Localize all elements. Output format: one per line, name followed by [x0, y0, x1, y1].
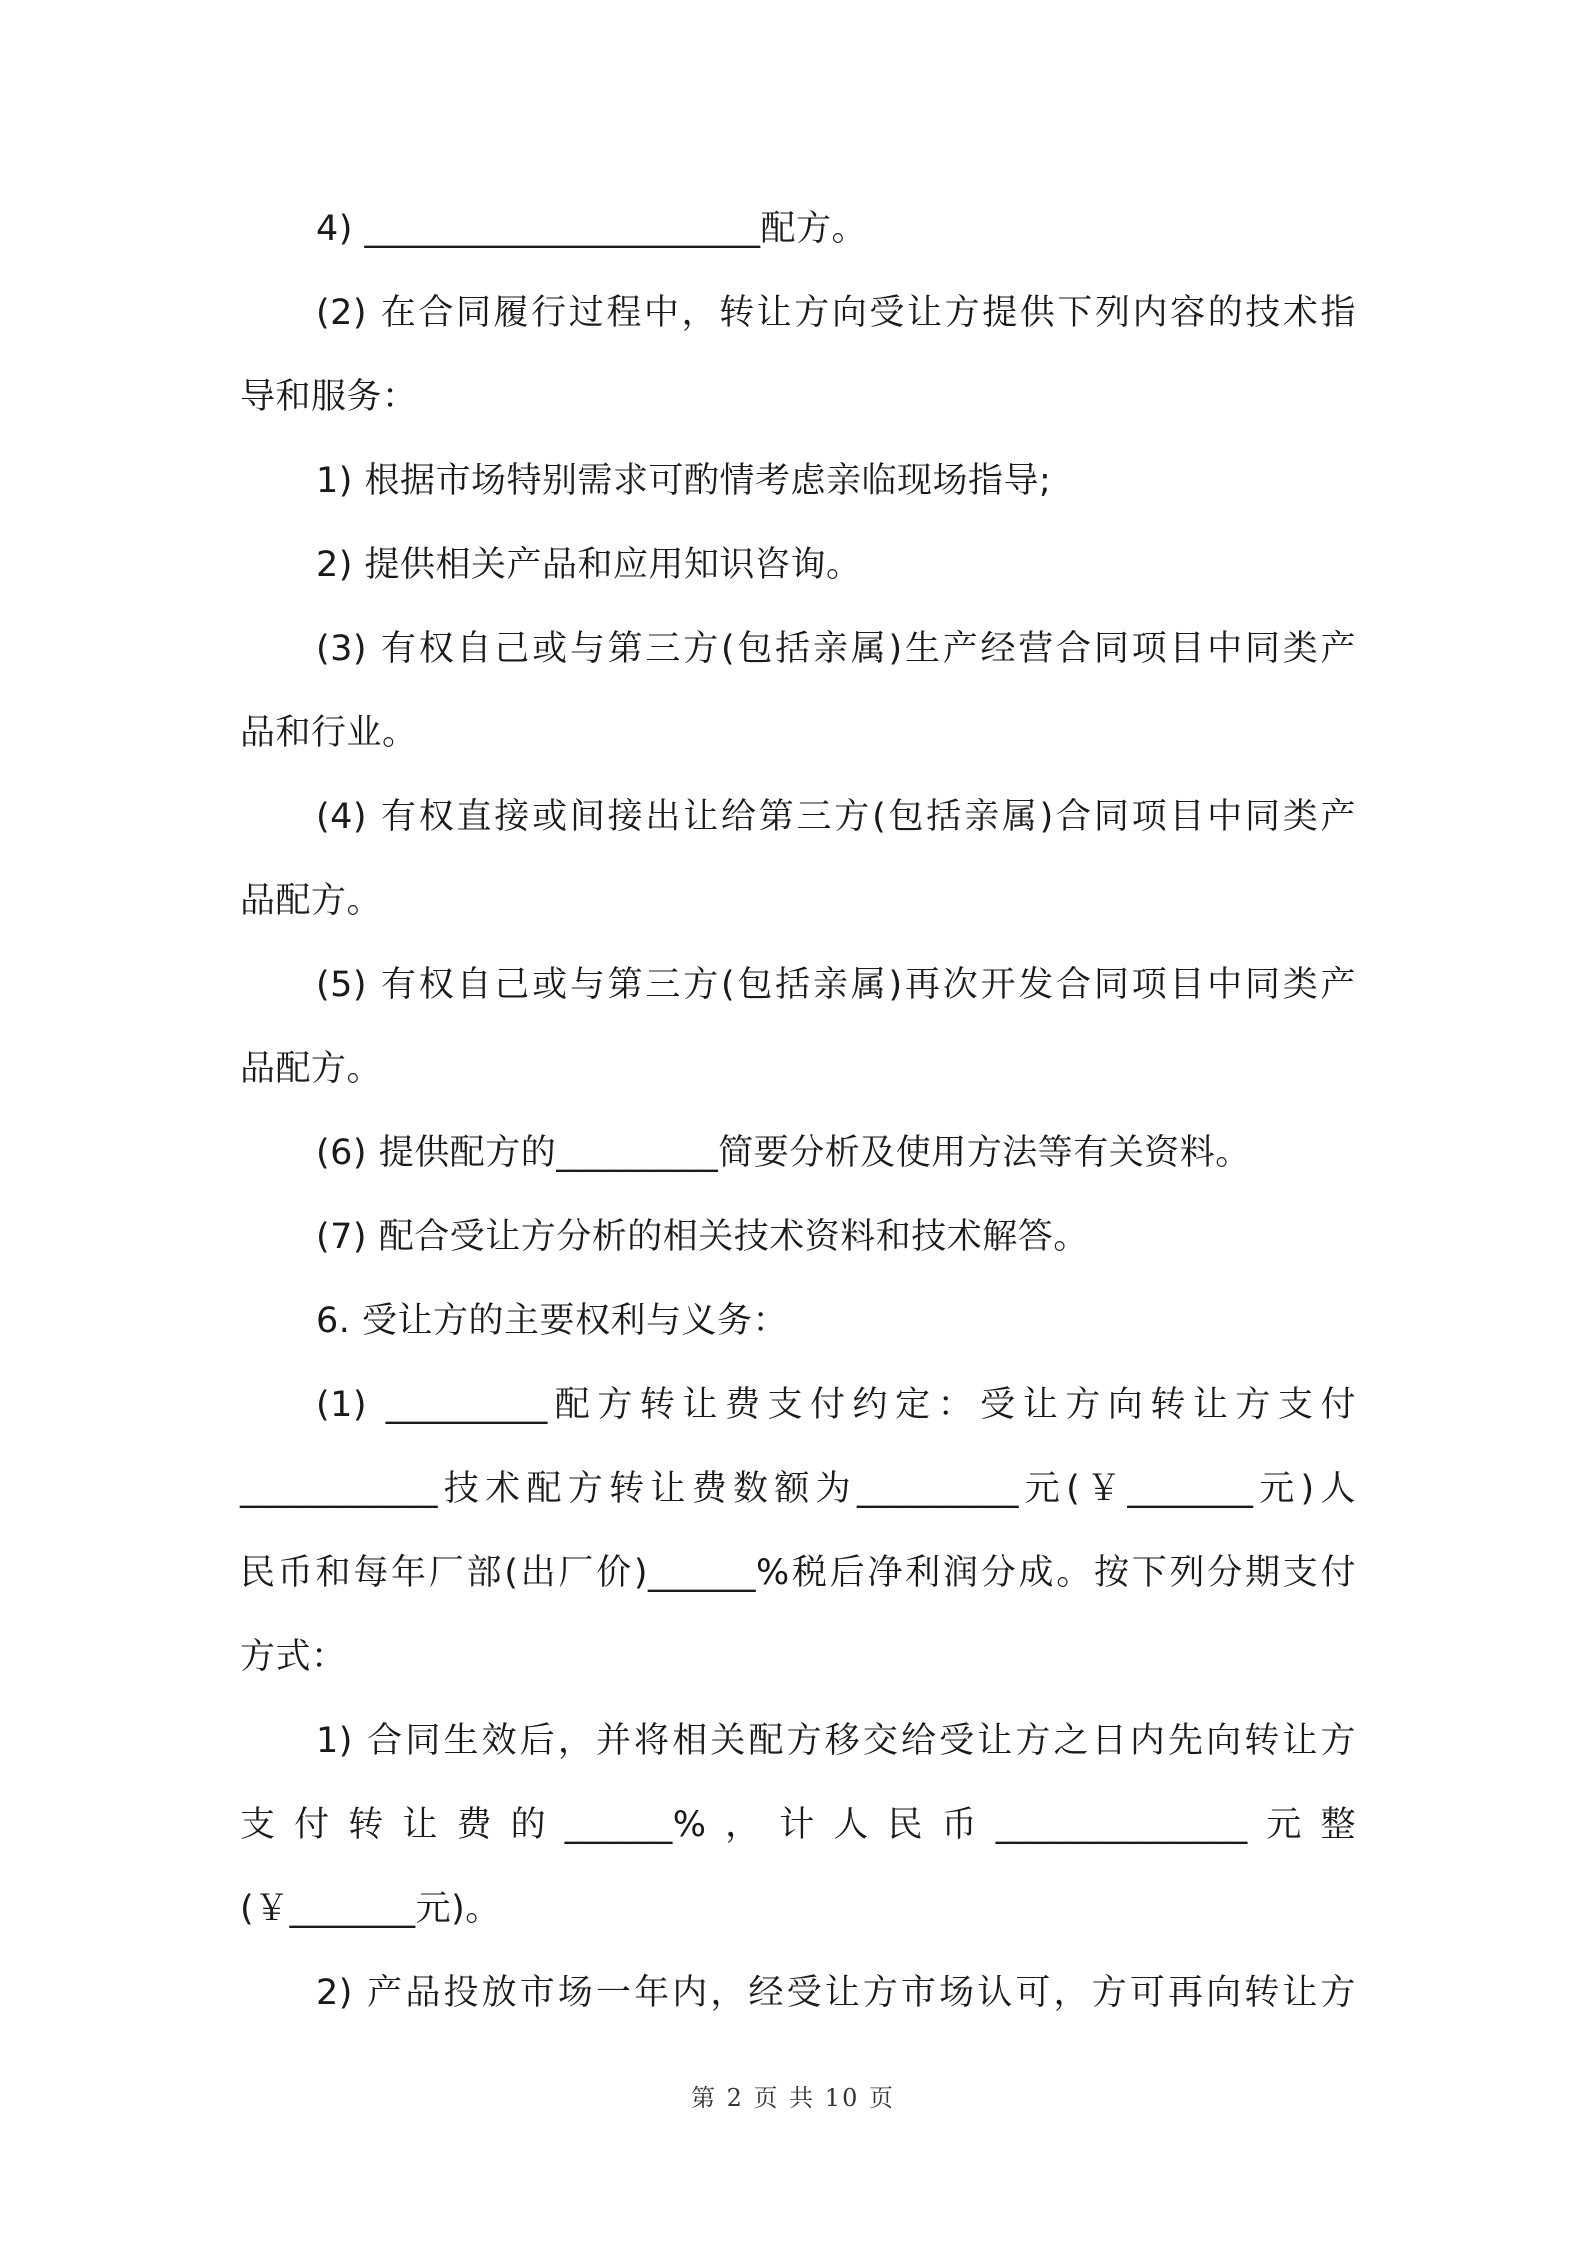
text-line: 方式：: [240, 1637, 347, 1677]
text-line: 1) 根据市场特别需求可酌情考虑亲临现场指导;: [316, 461, 1052, 501]
text-line: 2) 产品投放市场一年内，经受让方市场认可，方可再向转让方: [316, 1973, 1356, 2013]
text-line: (4) 有权直接或间接出让给第三方(包括亲属)合同项目中同类产: [316, 797, 1356, 837]
text-line: 1) 合同生效后，并将相关配方移交给受让方之日内先向转让方: [316, 1721, 1356, 1761]
text-line: 品配方。: [240, 881, 383, 921]
text-line: 品和行业。: [240, 713, 418, 753]
text-line: (5) 有权自己或与第三方(包括亲属)再次开发合同项目中同类产: [316, 965, 1356, 1005]
text-line: (7) 配合受让方分析的相关技术资料和技术解答。: [316, 1217, 1089, 1257]
section-heading: 6. 受让方的主要权利与义务：: [316, 1301, 789, 1341]
text-line: (3) 有权自己或与第三方(包括亲属)生产经营合同项目中同类产: [316, 629, 1356, 669]
text-line: 4) ______________________配方。: [316, 209, 868, 249]
text-line: ___________技术配方转让费数额为_________元(￥_______元)人: [240, 1469, 1356, 1509]
text-line: (6) 提供配方的_________简要分析及使用方法等有关资料。: [316, 1133, 1251, 1173]
text-line: (￥_______元)。: [240, 1889, 501, 1929]
text-line: 2) 提供相关产品和应用知识咨询。: [316, 545, 862, 585]
text-line: 品配方。: [240, 1049, 383, 1089]
text-line: 支付转让费的______%，计人民币______________元整: [240, 1805, 1356, 1845]
text-line: 导和服务：: [240, 377, 418, 417]
text-line: 民币和每年厂部(出厂价)______%税后净利润分成。按下列分期支付: [240, 1553, 1356, 1593]
text-line: (2) 在合同履行过程中，转让方向受让方提供下列内容的技术指: [316, 293, 1356, 333]
text-line: (1) _________配方转让费支付约定：受让方向转让方支付: [316, 1385, 1356, 1425]
page-footer: 第 2 页 共 10 页: [691, 2084, 895, 2112]
